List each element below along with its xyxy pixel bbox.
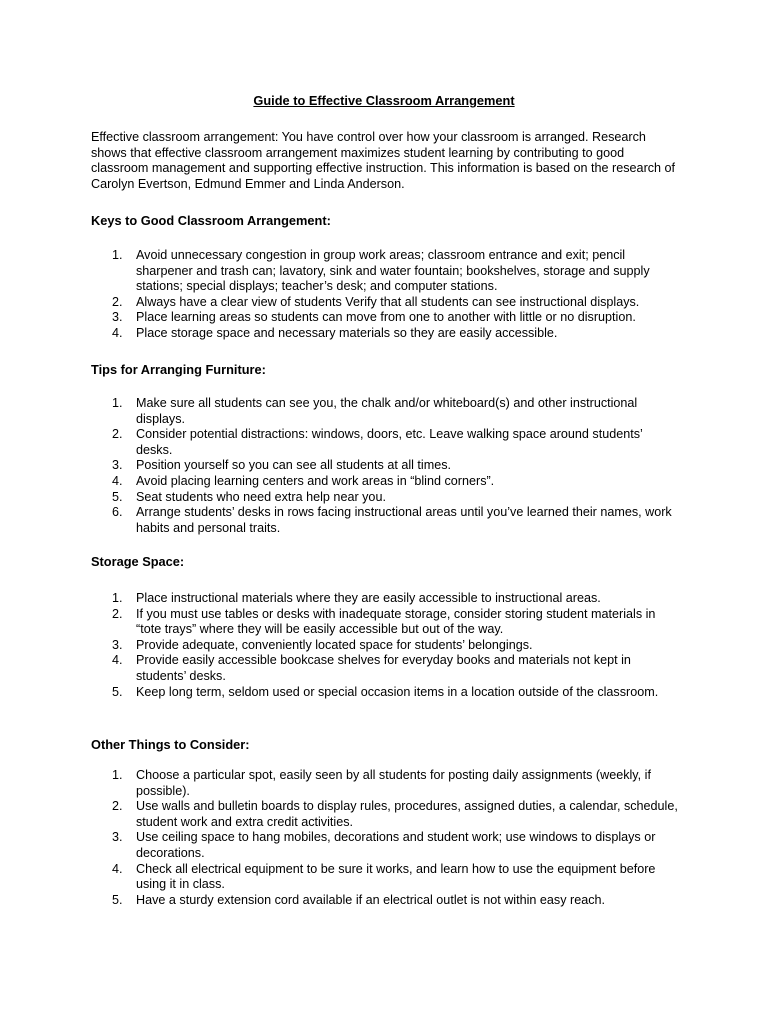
list-item-text: If you must use tables or desks with inadequate storage, consider storing student materials in “tote trays” where they will be easily accessible but out of the way.: [136, 606, 656, 637]
list-item-text: Avoid placing learning centers and work areas in “blind corners”.: [136, 473, 495, 488]
list-item: [91, 591, 681, 607]
list-item-text: Place instructional materials where they are easily accessible to instructional areas.: [136, 591, 601, 605]
list-item-number: 5.: [112, 489, 123, 504]
list-item-text: Use ceiling space to hang mobiles, decorations and student work; use windows to displays or decorations.: [136, 830, 656, 860]
list-furniture: [91, 396, 681, 536]
list-item-text: Position yourself so you can see all students at all times.: [136, 458, 452, 473]
list-item: [91, 295, 681, 311]
list-item: [91, 248, 681, 295]
list-item-text: Keep long term, seldom used or special occasion items in a location outside of the classroom.: [136, 684, 659, 699]
section-heading-keys: Keys to Good Classroom Arrangement:: [91, 213, 331, 228]
list-item-number: 6.: [112, 505, 123, 520]
intro-paragraph: Effective classroom arrangement: You have control over how your classroom is arranged. Research shows that effective classroom arrangement maximizes student learning by contributing to good classroom management and supporting effective instruction. This information is based on the research of Carolyn Evertson, Edmund Emmer and Linda Anderson.: [91, 130, 676, 191]
list-item-number: 1.: [112, 396, 123, 410]
list-item: [91, 685, 681, 701]
list-item: [91, 799, 681, 830]
list-item-text: Use walls and bulletin boards to display rules, procedures, assigned duties, a calendar, schedule, student work and extra credit activities.: [136, 799, 678, 829]
list-item-number: 5.: [112, 892, 123, 907]
list-item-text: Seat students who need extra help near you.: [136, 489, 386, 504]
list-item-text: Arrange students’ desks in rows facing instructional areas until you’ve learned their names, work habits and personal traits.: [136, 505, 672, 535]
list-item: [91, 607, 681, 638]
list-item-number: 5.: [112, 684, 123, 699]
section-heading-furniture: Tips for Arranging Furniture:: [91, 362, 266, 377]
list-item-number: 4.: [112, 861, 123, 876]
list-item-number: 3.: [112, 458, 123, 473]
list-item-text: Avoid unnecessary congestion in group work areas; classroom entrance and exit; pencil sharpener and trash can; lavatory, sink and water fountain; bookshelves, storage and supply stations; special displays; teacher’s desk; and computer stations.: [136, 248, 650, 294]
list-item-number: 1.: [112, 591, 123, 605]
list-item: [91, 474, 681, 490]
list-item: [91, 893, 681, 909]
list-item-number: 3.: [112, 830, 123, 845]
list-item-text: Check all electrical equipment to be sure it works, and learn how to use the equipment before using it in class.: [136, 861, 656, 892]
list-item: [91, 326, 681, 342]
section-heading-other: Other Things to Consider:: [91, 737, 250, 752]
list-item-text: Place learning areas so students can move from one to another with little or no disruption.: [136, 310, 636, 325]
list-item-number: 2.: [112, 799, 123, 814]
list-item: [91, 505, 681, 536]
list-item-text: Choose a particular spot, easily seen by all students for posting daily assignments (weekly, if possible).: [136, 768, 651, 798]
list-item: [91, 310, 681, 326]
list-item: [91, 862, 681, 893]
list-item-number: 3.: [112, 310, 123, 325]
list-item: [91, 653, 681, 684]
list-item-number: 3.: [112, 637, 123, 652]
list-item-number: 1.: [112, 248, 123, 262]
page-title: Guide to Effective Classroom Arrangement: [253, 93, 515, 108]
list-item-text: Have a sturdy extension cord available if an electrical outlet is not within easy reach.: [136, 892, 606, 907]
list-item-number: 2.: [112, 606, 123, 621]
list-item: [91, 396, 681, 427]
list-item: [91, 490, 681, 506]
list-item-text: Provide adequate, conveniently located space for students’ belongings.: [136, 637, 533, 652]
list-other: [91, 768, 681, 908]
list-item-text: Provide easily accessible bookcase shelves for everyday books and materials not kept in students’ desks.: [136, 653, 631, 683]
list-item-text: Place storage space and necessary materials so they are easily accessible.: [136, 325, 558, 340]
list-item-number: 2.: [112, 294, 123, 309]
list-item: [91, 458, 681, 474]
list-item: [91, 830, 681, 861]
list-item-number: 4.: [112, 653, 123, 668]
list-item-number: 1.: [112, 768, 123, 782]
section-heading-storage: Storage Space:: [91, 554, 185, 569]
list-item-text: Consider potential distractions: windows, doors, etc. Leave walking space around students’ desks.: [136, 427, 643, 457]
list-item: [91, 768, 681, 799]
list-keys: [91, 248, 681, 342]
list-storage: [91, 591, 681, 700]
list-item-number: 2.: [112, 427, 123, 442]
list-item-text: Always have a clear view of students Verify that all students can see instructional displays.: [136, 294, 640, 309]
list-item: [91, 427, 681, 458]
list-item-number: 4.: [112, 473, 123, 488]
list-item-number: 4.: [112, 325, 123, 340]
list-item: [91, 638, 681, 654]
list-item-text: Make sure all students can see you, the chalk and/or whiteboard(s) and other instructional displays.: [136, 396, 638, 426]
